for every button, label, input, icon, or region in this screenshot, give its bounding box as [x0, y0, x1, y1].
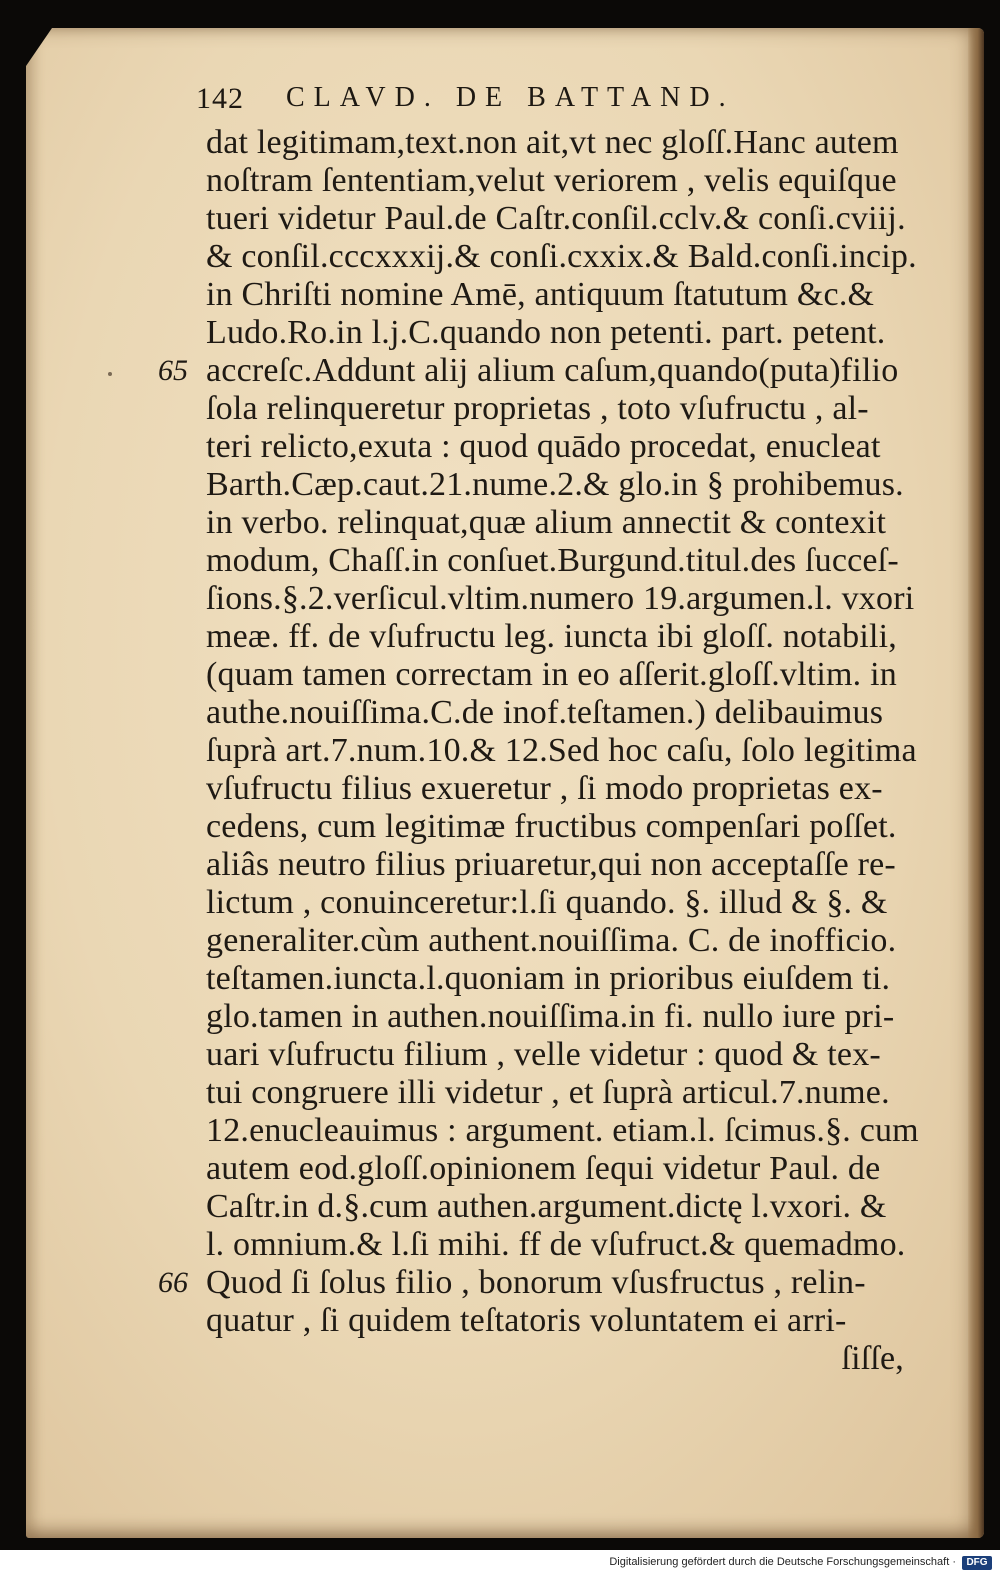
- ink-speck: [108, 372, 112, 376]
- margin-number: 65: [158, 354, 188, 387]
- text-line: autem eod.gloſſ.opinionem ſequi videtur Paul. de: [206, 1150, 881, 1187]
- text-line: authe.nouiſſima.C.de inof.teſtamen.) delibauimus: [206, 694, 884, 731]
- text-line: meæ. ff. de vſufructu leg. iuncta ibi gloſſ. notabili,: [206, 618, 897, 655]
- text-line: teri relicto,exuta : quod quādo procedat, enucleat: [206, 428, 881, 465]
- text-line: quatur , ſi quidem teſtatoris voluntatem ei arri-: [206, 1302, 847, 1339]
- text-line: l. omnium.& l.ſi mihi. ff de vſufruct.& quemadmo.: [206, 1226, 906, 1263]
- text-line: lictum , conuinceretur:l.ſi quando. §. illud & §. &: [206, 884, 888, 921]
- text-line: in Chriſti nomine Amē, antiquum ſtatutum &c.&: [206, 276, 875, 313]
- text-line: tui congruere illi videtur , et ſuprà articul.7.nume.: [206, 1074, 890, 1111]
- text-line: Quod ſi ſolus filio , bonorum vſusfructus , relin-: [206, 1264, 866, 1301]
- funding-credit: Digitalisierung gefördert durch die Deutsche Forschungsgemeinschaft ·: [609, 1556, 956, 1568]
- text-line: Barth.Cæp.caut.21.nume.2.& glo.in § prohibemus.: [206, 466, 904, 503]
- text-line: uari vſufructu filium , velle videtur : quod & tex-: [206, 1036, 881, 1073]
- catchword: ſiſſe,: [841, 1340, 904, 1377]
- text-line: ſions.§.2.verſicul.vltim.numero 19.argumen.l. vxori: [206, 580, 915, 617]
- dfg-logo: DFG: [962, 1556, 992, 1570]
- running-head: CLAVD. DE BATTAND.: [286, 82, 735, 113]
- text-line: teſtamen.iuncta.l.quoniam in prioribus eiuſdem ti.: [206, 960, 891, 997]
- text-line: tueri videtur Paul.de Caſtr.conſil.cclv.& conſi.cviij.: [206, 200, 906, 237]
- margin-number: 66: [158, 1266, 188, 1299]
- text-line: ſola relinqueretur proprietas , toto vſufructu , al-: [206, 390, 869, 427]
- text-line: in verbo. relinquat,quæ alium annectit & contexit: [206, 504, 887, 541]
- page-number: 142: [196, 82, 244, 115]
- text-line: Caſtr.in d.§.cum authen.argument.dictę l.vxori. &: [206, 1188, 887, 1225]
- text-line: ſuprà art.7.num.10.& 12.Sed hoc caſu, ſolo legitima: [206, 732, 917, 769]
- text-line: cedens, cum legitimæ fructibus compenſari poſſet.: [206, 808, 897, 845]
- text-line: dat legitimam,text.non ait,vt nec gloſſ.Hanc autem: [206, 124, 899, 161]
- text-line: glo.tamen in authen.nouiſſima.in fi. nullo iure pri-: [206, 998, 895, 1035]
- text-line: Ludo.Ro.in l.j.C.quando non petenti. part. petent.: [206, 314, 886, 351]
- text-line: aliâs neutro filius priuaretur,qui non acceptaſſe re-: [206, 846, 896, 883]
- text-line: 12.enucleauimus : argument. etiam.l. ſcimus.§. cum: [206, 1112, 919, 1149]
- text-line: accreſc.Addunt alij alium caſum,quando(puta)filio: [206, 352, 899, 389]
- text-line: vſufructu filius exueretur , ſi modo proprietas ex-: [206, 770, 883, 807]
- text-line: & conſil.cccxxxij.& conſi.cxxix.& Bald.conſi.incip.: [206, 238, 917, 275]
- text-line: noſtram ſententiam,velut veriorem , velis equiſque: [206, 162, 897, 199]
- text-line: (quam tamen correctam in eo aſſerit.gloſſ.vltim. in: [206, 656, 897, 693]
- text-line: generaliter.cùm authent.nouiſſima. C. de inofficio.: [206, 922, 897, 959]
- text-line: modum, Chaſſ.in conſuet.Burgund.titul.des ſucceſ-: [206, 542, 899, 579]
